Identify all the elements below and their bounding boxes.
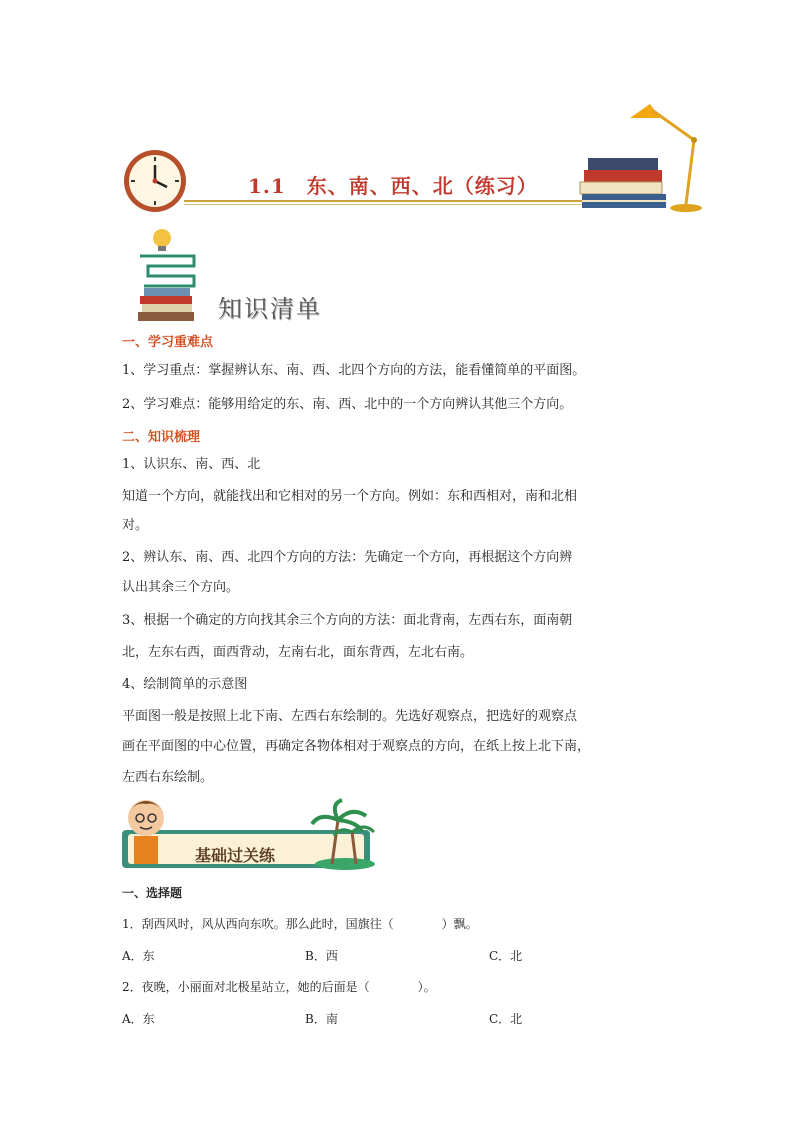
paragraph-key-point: 1、学习重点：掌握辨认东、南、西、北四个方向的方法，能看懂简单的平面图。: [122, 363, 586, 378]
basic-exercise-banner-title: 基础过关练: [195, 846, 276, 865]
item4-line: 画在平面图的中心位置，再确定各物体相对于观察点的方向，在纸上按上北下南，: [122, 739, 591, 754]
title-underline: [184, 200, 588, 202]
option-b: B．西: [305, 949, 338, 963]
books-lamp-icon: [578, 100, 708, 216]
section-heading-key-points: 一、学习重难点: [122, 335, 214, 350]
option-b: B．南: [305, 1012, 338, 1026]
option-c: C．北: [489, 1012, 523, 1026]
item4-title: 4、绘制简单的示意图: [122, 677, 248, 692]
item3-line: 北，左东右西，面西背动，左南右北，面东背西，左北右南。: [122, 645, 474, 660]
bulb-books-icon: [134, 226, 206, 322]
section-heading-knowledge-review: 二、知识梳理: [122, 430, 201, 445]
item4-line: 左西右东绘制。: [122, 770, 214, 785]
item1-line: 对。: [122, 518, 149, 533]
item2-line: 2、辨认东、南、西、北四个方向的方法：先确定一个方向，再根据这个方向辨: [122, 550, 573, 565]
item1-title: 1、认识东、南、西、北: [122, 457, 261, 472]
knowledge-banner-title: 知识清单: [218, 295, 322, 323]
page-title: 1.1 东、南、西、北（练习）: [248, 174, 538, 198]
item3-line: 3、根据一个确定的方向找其余三个方向的方法：面北背南，左西右东，面南朝: [122, 613, 573, 628]
item1-line: 知道一个方向，就能找出和它相对的另一个方向。例如：东和西相对，南和北相: [122, 489, 578, 504]
item2-line: 认出其余三个方向。: [122, 580, 240, 595]
clock-icon: [122, 148, 188, 214]
title-underline-thin: [184, 204, 588, 205]
question-text: 1．刮西风时，风从西向东吹。那么此时，国旗往（ ）飘。: [122, 917, 478, 931]
item4-line: 平面图一般是按照上北下南、左西右东绘制的。先选好观察点，把选好的观察点: [122, 709, 578, 724]
paragraph-difficult-point: 2、学习难点：能够用给定的东、南、西、北中的一个方向辨认其他三个方向。: [122, 397, 573, 412]
option-c: C．北: [489, 949, 523, 963]
option-a: A．东: [122, 1012, 155, 1026]
option-a: A．东: [122, 949, 155, 963]
section-heading-choice: 一、选择题: [122, 886, 183, 900]
question-text: 2．夜晚，小丽面对北极星站立，她的后面是（ ）。: [122, 980, 436, 994]
